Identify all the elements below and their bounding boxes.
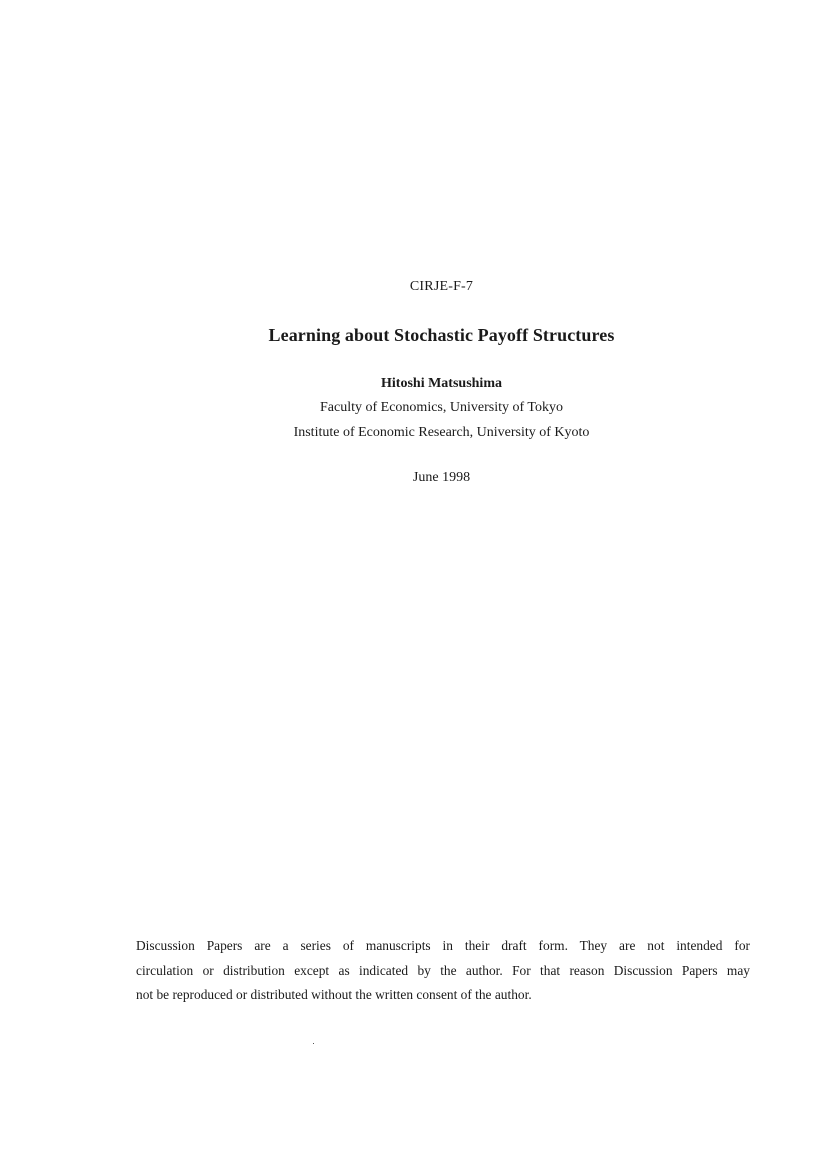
paper-title: Learning about Stochastic Payoff Structures [268,325,615,345]
author-affiliation-1: Faculty of Economics, University of Tokyo [320,400,563,415]
author-affiliation-2: Institute of Economic Research, University of Kyoto [293,425,590,440]
author-name: Hitoshi Matsushima [381,376,502,391]
publication-date: June 1998 [412,470,471,485]
scan-speck [313,1043,314,1044]
disclaimer-line-1: Discussion Papers are a series of manuscripts in their draft form. They are not intended for [136,938,750,953]
disclaimer-notice [136,934,750,1008]
disclaimer-line-2: circulation or distribution except as indicated by the author. For that reason Discussion Papers may [136,962,750,978]
report-number: CIRJE-F-7 [409,279,474,294]
disclaimer-line-3: not be reproduced or distributed without the written consent of the author. [136,987,532,1002]
